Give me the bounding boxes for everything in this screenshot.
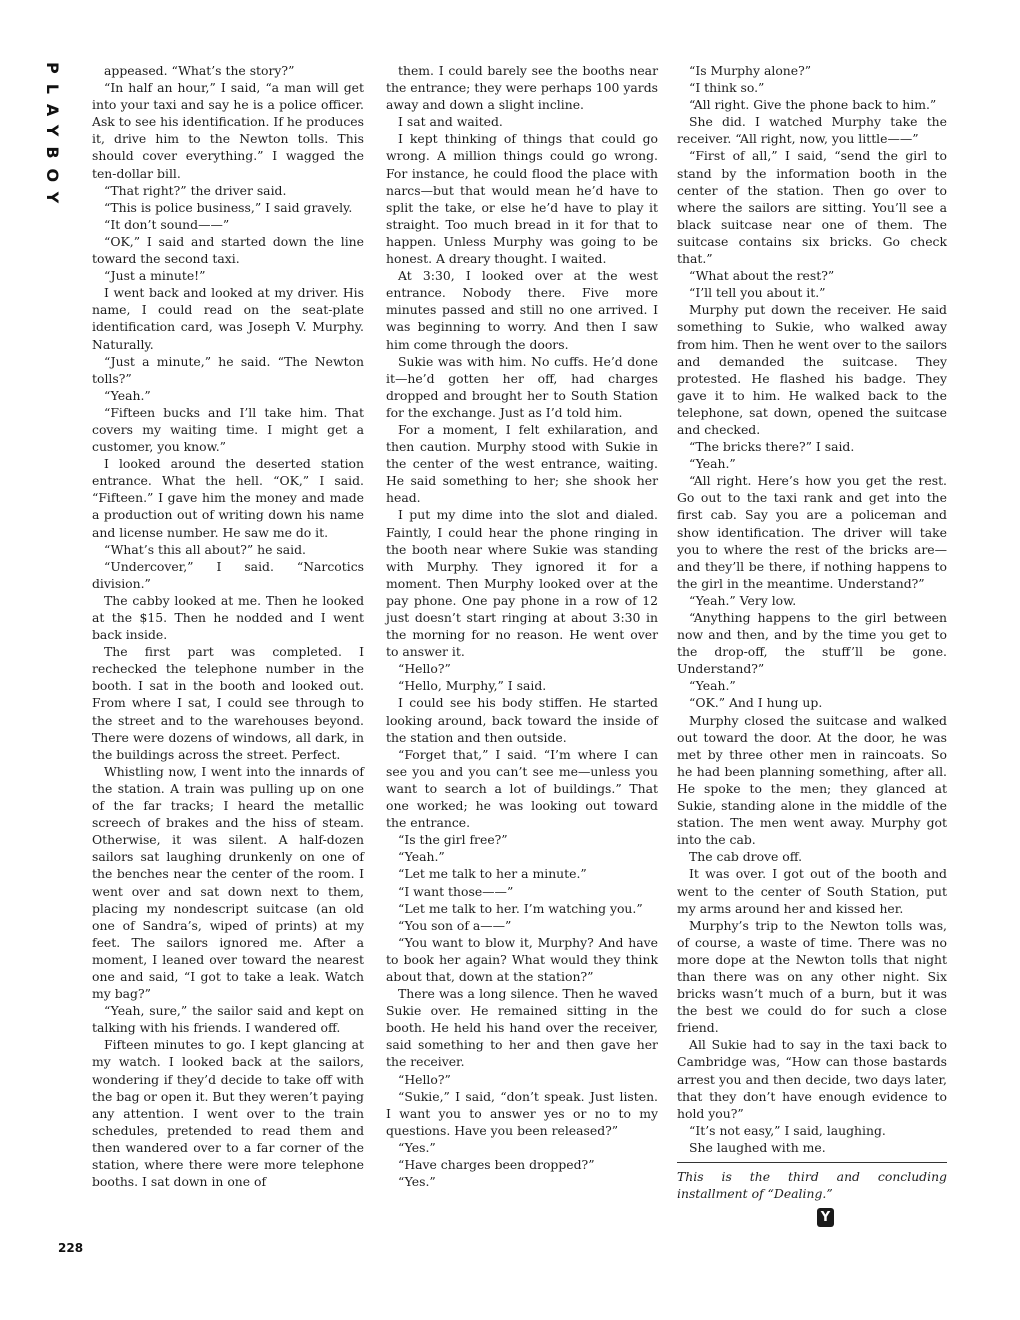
page-number: 228 [58, 1241, 84, 1255]
endnote-text: This is the third and concluding installment of “Dealing.” [677, 1169, 947, 1202]
endnote [677, 1162, 947, 1202]
paragraph: “This is police business,” I said gravely. [104, 199, 353, 215]
paragraph: I went back and looked at my driver. His name, I could read on the seat-plate identification card, was Joseph V. Murphy. Naturally. [92, 285, 364, 352]
paragraph: Murphy put down the receiver. He said something to Sukie, who walked away from him. Then he went over to the sailors and demanded the suitcase. They protested. He flashed his badge. They gave it to him. He walked back to the telephone, sat down, opened the suitcase and checked. [677, 302, 947, 437]
paragraph: “Let me talk to her a minute.” [398, 866, 587, 882]
paragraph: “It don’t sound——” [104, 216, 230, 232]
paragraph: “Hello, Murphy,” I said. [398, 678, 547, 694]
paragraph: “Let me talk to her. I’m watching you.” [398, 900, 643, 916]
paragraph: “Anything happens to the girl between now and then, and by the time you get to the drop-off, the stuff’ll be gone. Understand?” [677, 610, 947, 677]
paragraph: “You son of a——” [398, 917, 512, 933]
paragraph: “All right. Give the phone back to him.” [689, 97, 937, 113]
paragraph: The first part was completed. I rechecked the telephone number in the booth. I sat in the booth and looked out. From where I sat, I could see through to the street and to the warehouses beyond. There were dozens of windows, all dark, in the buildings across the street. Perfect. [92, 644, 364, 762]
text-column-1 [92, 62, 364, 1190]
text-column-2 [386, 62, 658, 1190]
paragraph: Fifteen minutes to go. I kept glancing at my watch. I looked back at the sailors, wondering if they’d decide to take off with the bag or open it. But they weren’t paying any attention. I went over to the train schedules, pretended to read them and then wandered over to a far corner of the station, where there were more telephone booths. I sat down in one of [92, 1037, 364, 1190]
paragraph: “Yeah.” [398, 849, 445, 865]
paragraph: “Is Murphy alone?” [689, 63, 812, 78]
paragraph: “Hello?” [398, 661, 451, 677]
paragraph: There was a long silence. Then he waved Sukie over. He remained sitting in the booth. He held his hand over the receiver, said something to her and then gave her the receiver. [386, 986, 658, 1070]
paragraph: “Yeah.” Very low. [689, 592, 797, 608]
paragraph: “You want to blow it, Murphy? And have to book her again? What would they think about that, down at the station?” [386, 934, 658, 984]
paragraph: Murphy closed the suitcase and walked out toward the door. At the door, he was met by three other men in raincoats. So he had been planning something, after all. He spoke to the men; they glanced at Sukie, standing alone in the middle of the station. The men went away. Murphy got into the cab. [677, 712, 947, 848]
paragraph: “I’ll tell you about it.” [689, 285, 826, 301]
paragraph: “The bricks there?” I said. [689, 439, 855, 455]
paragraph: “What’s this all about?” he said. [104, 541, 306, 557]
text-column-3 [677, 62, 947, 1227]
paragraph: I kept thinking of things that could go wrong. A million things could go wrong. For instance, he could flood the place with narcs—but that would mean he’d have to split the take, or else he’d have to play it straight. Too much bread in it for that to happen. Unless Murphy was going to be honest. A dreary thought. I waited. [386, 131, 658, 267]
paragraph: “Yeah.” [689, 456, 736, 472]
paragraph: It was over. I got out of the booth and went to the center of South Station, put my arms around her and kissed her. [677, 866, 947, 916]
paragraph: “Forget that,” I said. “I’m where I can see you and you can’t see me—unless you want to search a lot of buildings.” That one worked; he was looking out toward the entrance. [386, 746, 658, 831]
paragraph: “Yeah, sure,” the sailor said and kept on talking with his friends. I wandered off. [92, 1003, 364, 1036]
paragraph: Murphy’s trip to the Newton tolls was, of course, a waste of time. There was no more dope at the Newton tolls that night than there was on any other night. Six bricks wasn’t much of a burn, but it was the best we could do for such a close friend. [677, 917, 947, 1036]
paragraph: “Fifteen bucks and I’ll take him. That covers my waiting time. I might get a customer, you know.” [92, 404, 364, 455]
paragraph: “OK.” And I hung up. [689, 695, 823, 711]
paragraph: She did. I watched Murphy take the receiver. “All right, now, you little——” [677, 114, 947, 147]
paragraph: “Yeah.” [104, 387, 151, 403]
paragraph: At 3:30, I looked over at the west entrance. Nobody there. Five more minutes passed and still no one arrived. I was beginning to worry. And then I saw him come through the doors. [386, 268, 658, 352]
paragraph: “Just a minute,” he said. “The Newton tolls?” [92, 353, 364, 386]
paragraph: Sukie was with him. No cuffs. He’d done it—he’d gotten her off, had charges dropped and brought her to South Station for the exchange. Just as I’d told him. [386, 353, 658, 420]
paragraph: “Yes.” [398, 1174, 436, 1190]
paragraph: “All right. Here’s how you get the rest. Go out to the taxi rank and get into the first cab. Say you are a policeman and show identification. The driver will take you to where the rest of the bricks are—and they’ll be there, if nothing happens to the girl in the meantime. Understand?” [677, 473, 947, 591]
paragraph: “I think so.” [689, 80, 765, 96]
paragraph: “Yes.” [398, 1139, 436, 1155]
paragraph: “Hello?” [398, 1071, 451, 1087]
paragraph: Whistling now, I went into the innards of the station. A train was pulling up on one of the far tracks; I heard the metallic screech of brakes and the hiss of steam. Otherwise, it was silent. A half-dozen sailors sat laughing drunkenly on one of the benches near the center of the room. I went over and sat down next to them, placing my nondescript suitcase (an old one of Sandra’s, wiped of prints) at my feet. The sailors ignored me. After a moment, I leaned over toward the nearest one and said, “I got to take a leak. Watch my bag?” [92, 763, 364, 1002]
paragraph: “In half an hour,” I said, “a man will get into your taxi and say he is a police officer. Ask to see his identification. If he produces it, drive him to the Newton tolls. This should cover everything.” I wagged the ten-dollar bill. [92, 80, 364, 181]
paragraph: The cab drove off. [689, 849, 803, 865]
paragraph: “Is the girl free?” [398, 832, 508, 848]
paragraph: “First of all,” I said, “send the girl to stand by the information booth in the center of the station. Then go over to where the sailors are sitting. You’ll see a black suitcase near one of them. The suitcase contains six bricks. Go check that.” [677, 148, 947, 267]
paragraph: “I want those——” [398, 883, 514, 899]
masthead [44, 62, 80, 222]
paragraph: I looked around the deserted station entrance. What the hell. “OK,” I said. “Fifteen.” I gave him the money and made a production out of writing down his name and license number. He saw me do it. [92, 456, 364, 540]
text-column-3-body [677, 62, 947, 1156]
end-mark-logo: Y [817, 1208, 834, 1227]
paragraph: “That right?” the driver said. [104, 182, 287, 198]
paragraph: “OK,” I said and started down the line toward the second taxi. [92, 233, 364, 267]
paragraph: For a moment, I felt exhilaration, and then caution. Murphy stood with Sukie in the center of the west entrance, waiting. He said something to her; she shook her head. [386, 421, 658, 506]
paragraph: “Sukie,” I said, “don’t speak. Just listen. I want you to answer yes or no to my questions. Have you been released?” [386, 1088, 658, 1138]
paragraph: I sat and waited. [398, 114, 503, 130]
paragraph: The cabby looked at me. Then he looked at the $15. Then he nodded and I went back inside. [92, 592, 364, 643]
paragraph: them. I could barely see the booths near the entrance; they were perhaps 100 yards away and down a slight incline. [386, 63, 658, 113]
paragraph: “Just a minute!” [104, 268, 206, 284]
paragraph: “It’s not easy,” I said, laughing. [689, 1122, 886, 1138]
paragraph: “Have charges been dropped?” [398, 1157, 595, 1172]
paragraph: She laughed with me. [689, 1139, 826, 1155]
paragraph: “Yeah.” [689, 678, 736, 694]
masthead-title: PLAYBOY [43, 62, 62, 214]
paragraph: “What about the rest?” [689, 268, 835, 284]
paragraph: I could see his body stiffen. He started looking around, back toward the inside of the station and then outside. [386, 695, 658, 745]
paragraph: “Undercover,” I said. “Narcotics division.” [92, 558, 364, 591]
paragraph: All Sukie had to say in the taxi back to Cambridge was, “How can those bastards arrest you and then decide, two days later, that they don’t have enough evidence to hold you?” [677, 1037, 947, 1121]
paragraph: I put my dime into the slot and dialed. Faintly, I could hear the phone ringing in the booth near where Sukie was standing with Murphy. They ignored it for a moment. Then Murphy looked over at the pay phone. One pay phone in a row of 12 just doesn’t start ringing at about 3:30 in the morning for no reason. He went over to answer it. [386, 507, 658, 660]
paragraph: appeased. “What’s the story?” [104, 63, 295, 78]
